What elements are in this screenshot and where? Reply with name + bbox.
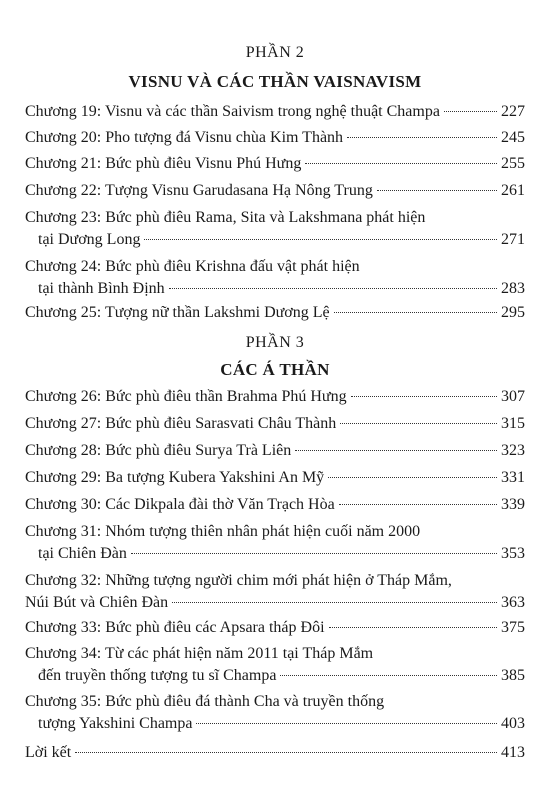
toc-entry-ch23[interactable] <box>25 207 525 251</box>
toc-entry-ch21[interactable] <box>25 153 525 175</box>
toc-entry-ch27[interactable] <box>25 413 525 435</box>
toc-entry-ch30[interactable] <box>25 494 525 516</box>
toc-page-number: 353 <box>501 545 525 562</box>
toc-entry-text: Lời kết <box>25 744 72 761</box>
toc-page-number: 363 <box>501 594 525 611</box>
toc-page-number: 271 <box>501 231 525 248</box>
toc-entry-ch33[interactable] <box>25 617 525 639</box>
toc-entry-closing[interactable] <box>25 742 525 764</box>
toc-entry-ch19[interactable] <box>25 101 525 123</box>
toc-entry-ch26[interactable] <box>25 386 525 408</box>
toc-entry-ch34[interactable] <box>25 643 525 687</box>
toc-entry-text: Chương 26: Bức phù điêu thần Brahma Phú Hưng <box>25 388 347 405</box>
toc-page-number: 331 <box>501 469 525 486</box>
toc-entry-text: Chương 28: Bức phù điêu Surya Trà Liên <box>25 442 292 459</box>
dot-leader <box>131 553 497 554</box>
toc-entry-ch25[interactable] <box>25 302 525 324</box>
toc-page-number: 323 <box>501 442 525 459</box>
toc-page-number: 283 <box>501 280 525 297</box>
dot-leader <box>280 675 497 676</box>
toc-page-number: 295 <box>501 304 525 321</box>
toc-entry-ch22[interactable] <box>25 180 525 202</box>
toc-entry-ch20[interactable] <box>25 127 525 149</box>
part3-title: CÁC Á THẦN <box>220 360 330 379</box>
toc-entry-ch29[interactable] <box>25 467 525 489</box>
dot-leader <box>444 111 497 112</box>
toc-page-number: 255 <box>501 155 525 172</box>
toc-page-number: 315 <box>501 415 525 432</box>
toc-page-number: 261 <box>501 182 525 199</box>
dot-leader <box>172 602 497 603</box>
dot-leader <box>377 190 497 191</box>
toc-entry-text: Chương 32: Những tượng người chim mới phát hiện ở Tháp Mắm, <box>25 572 452 589</box>
part3-label: PHẦN 3 <box>245 334 305 351</box>
toc-page-number: 245 <box>501 129 525 146</box>
toc-page-number: 413 <box>501 744 525 761</box>
toc-entry-ch32[interactable] <box>25 570 525 614</box>
dot-leader <box>328 477 497 478</box>
toc-page-number: 403 <box>501 715 525 732</box>
toc-page-number: 307 <box>501 388 525 405</box>
toc-entry-text: Chương 35: Bức phù điêu đá thành Cha và truyền thống <box>25 693 385 710</box>
part2-label: PHẦN 2 <box>245 44 305 61</box>
toc-entry-text: Chương 31: Nhóm tượng thiên nhân phát hiện cuối năm 2000 <box>25 523 421 540</box>
toc-page-number: 227 <box>501 103 525 120</box>
toc-entry-ch24[interactable] <box>25 256 525 300</box>
toc-entry-text-cont: tại thành Bình Định <box>38 280 165 297</box>
toc-entry-text-cont: đến truyền thống tượng tu sĩ Champa <box>38 667 277 684</box>
dot-leader <box>339 504 497 505</box>
toc-entry-text: Chương 30: Các Dikpala đài thờ Văn Trạch Hòa <box>25 496 335 513</box>
dot-leader <box>334 312 497 313</box>
toc-entry-text: Chương 27: Bức phù điêu Sarasvati Châu Thành <box>25 415 337 432</box>
toc-entry-text: Chương 21: Bức phù điêu Visnu Phú Hưng <box>25 155 302 172</box>
part2-title: VISNU VÀ CÁC THẦN VAISNAVISM <box>128 72 422 91</box>
dot-leader <box>347 137 497 138</box>
toc-entry-text-cont: Núi Bút và Chiên Đàn <box>25 594 169 611</box>
dot-leader <box>75 752 497 753</box>
dot-leader <box>169 288 497 289</box>
toc-entry-text: Chương 23: Bức phù điêu Rama, Sita và Lakshmana phát hiện <box>25 209 426 226</box>
toc-entry-text: Chương 34: Từ các phát hiện năm 2011 tại Tháp Mắm <box>25 645 374 662</box>
toc-entry-text: Chương 29: Ba tượng Kubera Yakshini An Mỹ <box>25 469 325 486</box>
toc-page-number: 375 <box>501 619 525 636</box>
dot-leader <box>351 396 497 397</box>
toc-entry-ch31[interactable] <box>25 521 525 565</box>
toc-entry-ch35[interactable] <box>25 691 525 735</box>
toc-entry-text: Chương 33: Bức phù điêu các Apsara tháp Đôi <box>25 619 325 636</box>
toc-entry-text-cont: tại Chiên Đàn <box>38 545 127 562</box>
toc-entry-text-cont: tại Dương Long <box>38 231 141 248</box>
toc-page-number: 339 <box>501 496 525 513</box>
dot-leader <box>196 723 497 724</box>
toc-entry-text: Chương 25: Tượng nữ thần Lakshmi Dương Lệ <box>25 304 330 321</box>
toc-entry-text: Chương 19: Visnu và các thần Saivism trong nghệ thuật Champa <box>25 103 440 120</box>
toc-entry-ch28[interactable] <box>25 440 525 462</box>
dot-leader <box>295 450 497 451</box>
dot-leader <box>329 627 497 628</box>
toc-entry-text-cont: tượng Yakshini Champa <box>38 715 193 732</box>
dot-leader <box>340 423 497 424</box>
dot-leader <box>144 239 497 240</box>
toc-entry-text: Chương 20: Pho tượng đá Visnu chùa Kim Thành <box>25 129 344 146</box>
toc-entry-text: Chương 24: Bức phù điêu Krishna đấu vật phát hiện <box>25 258 360 275</box>
dot-leader <box>305 163 497 164</box>
toc-page-number: 385 <box>501 667 525 684</box>
toc-entry-text: Chương 22: Tượng Visnu Garudasana Hạ Nông Trung <box>25 182 373 199</box>
